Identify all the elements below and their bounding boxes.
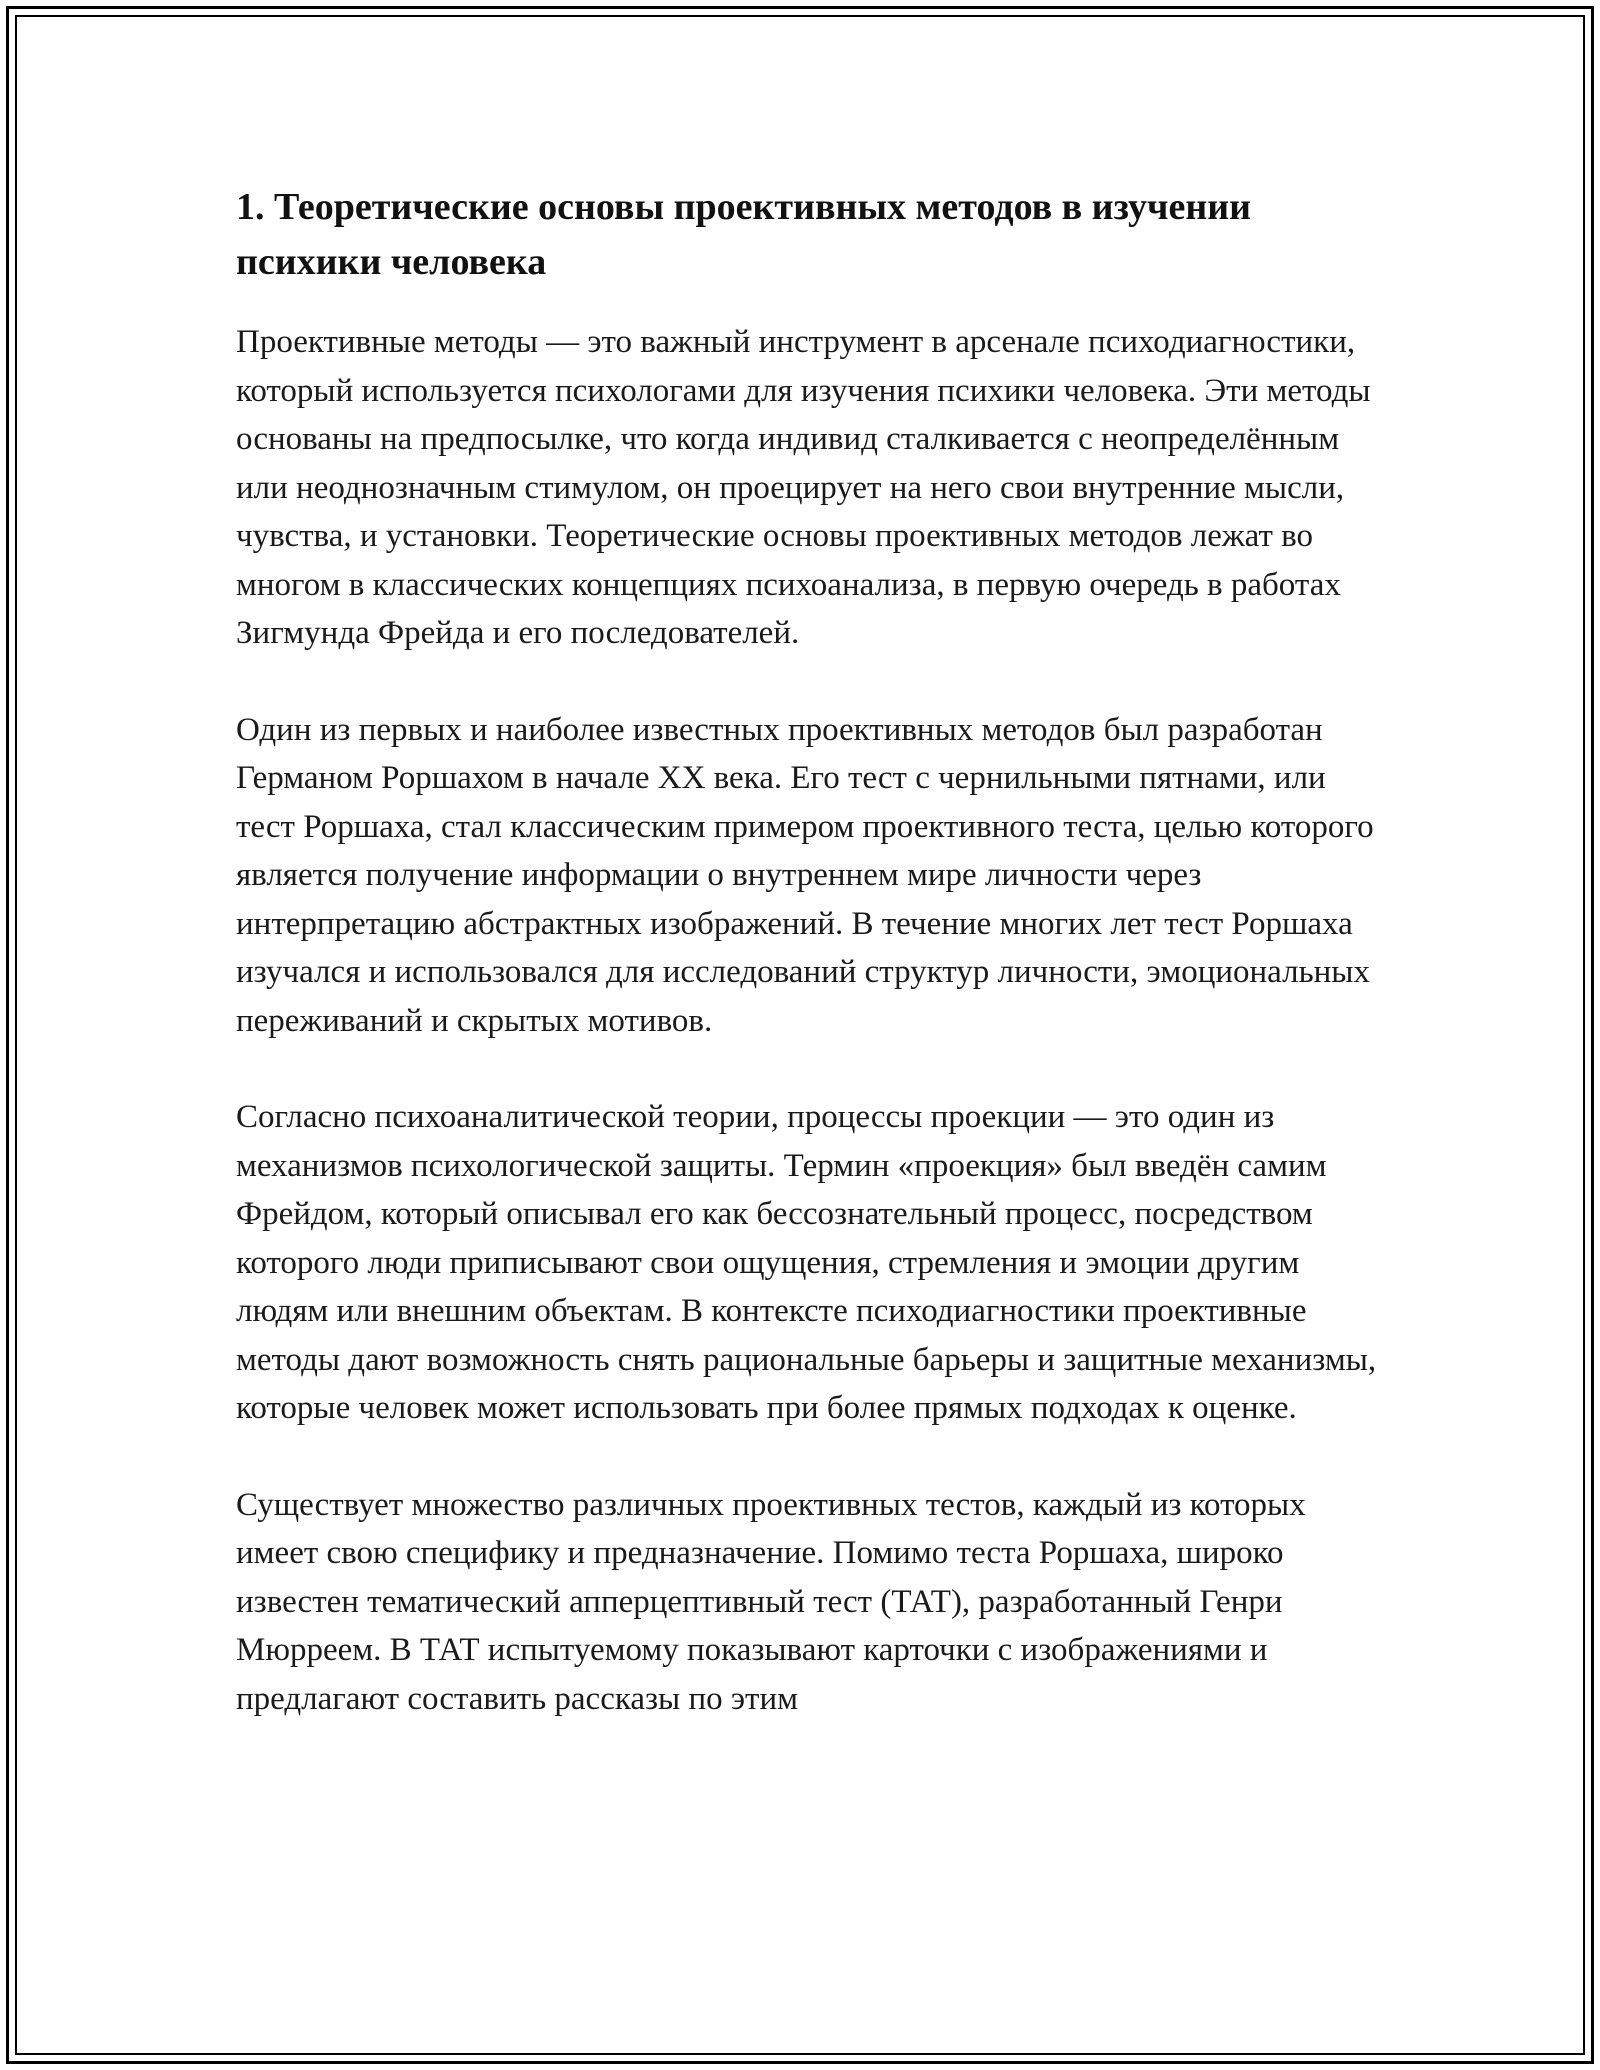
- paragraph-1: Проективные методы — это важный инструмент в арсенале психодиагностики, который используется психологами для изучения психики человека. Эти методы основаны на предпосылке, что когда индивид сталкивается с неопределённым или неоднозначным стимулом, он проецирует на него свои внутренние мысли, чувства, и установки. Теоретические основы проективных методов лежат во многом в классических концепциях психоанализа, в первую очередь в работах Зигмунда Фрейда и его последователей.: [236, 324, 1371, 651]
- paragraph-3: Согласно психоаналитической теории, процессы проекции — это один из механизмов психологической защиты. Термин «проекция» был введён самим Фрейдом, который описывал его как бессознательный процесс, посредством которого люди приписывают свои ощущения, стремления и эмоции другим людям или внешним объектам. В контексте психодиагностики проективные методы дают возможность снять рациональные барьеры и защитные механизмы, которые человек может использовать при более прямых подходах к оценке.: [236, 1099, 1377, 1426]
- section-heading: 1. Теоретические основы проективных методов в изучении психики человека: [236, 186, 1252, 283]
- paragraph-2: Один из первых и наиболее известных проективных методов был разработан Германом Роршахом в начале XX века. Его тест с чернильными пятнами, или тест Роршаха, стал классическим примером проективного теста, целью которого является получение информации о внутреннем мире личности через интерпретацию абстрактных изображений. В течение многих лет тест Роршаха изучался и использовался для исследований структур личности, эмоциональных переживаний и скрытых мотивов.: [236, 711, 1374, 1039]
- paragraph-4: Существует множество различных проективных тестов, каждый из которых имеет свою специфику и предназначение. Помимо теста Роршаха, широко известен тематический апперцептивный тест (ТАТ), разработанный Генри Мюрреем. В ТАТ испытуемому показывают карточки с изображениями и предлагают составить рассказы по этим: [236, 1486, 1306, 1717]
- document-body: [236, 180, 1386, 1771]
